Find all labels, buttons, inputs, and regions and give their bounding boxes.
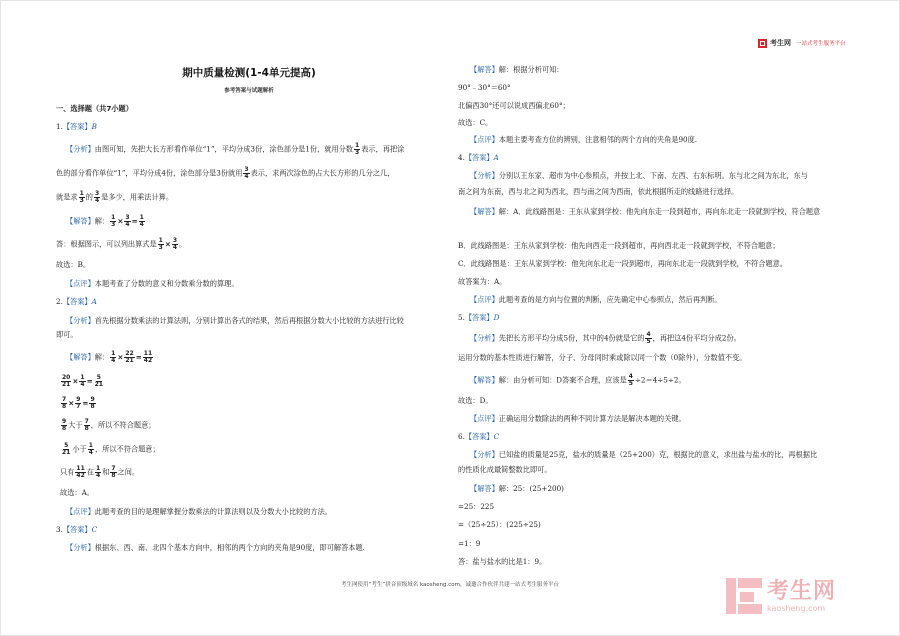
q3-comment-line xyxy=(470,135,697,145)
q1-analysis-line3 xyxy=(56,191,173,204)
q5-choice: 故选：D。 xyxy=(458,396,493,405)
q2-step5 xyxy=(60,443,160,456)
header-logo xyxy=(758,37,846,49)
q4-analysis-tag: 【分析】 xyxy=(470,171,499,180)
section-heading: 一、选择题（共7小题） xyxy=(56,104,133,113)
watermark-logo xyxy=(726,574,866,618)
q2-step-text: 只有 xyxy=(60,467,75,477)
q1-solution-tag: 【解答】 xyxy=(66,216,95,226)
watermark-domain: kaosheng.com xyxy=(767,603,826,613)
q1-analysis-text: 色的部分看作单位“1”，平均分成4份，涂色部分是3份就用 xyxy=(56,168,243,178)
q4-answer: A xyxy=(493,153,499,162)
q1-analysis-text: 是多少，用乘法计算。 xyxy=(101,192,174,202)
q5-analysis-text: ，再把这4份平均分成2份。 xyxy=(652,333,741,343)
q2-solution-tag: 【解答】 xyxy=(66,352,95,362)
q5-number: 5. xyxy=(458,313,465,322)
q2-step-text: 在 xyxy=(86,467,94,477)
page-footer: 考生网使用“考生”拼音顶级域名 kaosheng.com，诚邀合作伙伴共建一站式考生服务平台 xyxy=(341,582,559,588)
fraction: $\frac{5}{21}$ xyxy=(62,442,71,456)
operator: = xyxy=(135,352,142,362)
q2-solution-text: 解： xyxy=(94,352,110,362)
operator: × xyxy=(117,216,124,226)
q2-solution-line xyxy=(66,351,154,364)
q2-analysis-line2: 即可。 xyxy=(56,330,78,339)
fraction: $\frac{7}{8}$ xyxy=(84,418,89,432)
q1-number: 1. xyxy=(56,122,63,131)
q2-choice: 故选：A。 xyxy=(60,488,94,497)
q1-analysis-line2 xyxy=(56,167,394,180)
q3-choice: 故选：C。 xyxy=(458,118,493,127)
q6-analysis-tag: 【分析】 xyxy=(470,450,499,459)
fraction: $\frac{1}{3}$ xyxy=(79,190,84,204)
fraction: $\frac{4}{5}$ xyxy=(628,373,633,387)
q6-number: 6. xyxy=(458,432,465,441)
q4-solution-line3: C．此线路图是：王东从家到学校：他先向东北走一段到超市，再向东北走一段就到学校，不符合题意。 xyxy=(458,259,787,268)
q6-solution-tag: 【解答】 xyxy=(470,484,499,493)
q1-analysis-text: 的 xyxy=(85,192,93,202)
q3-number: 3. xyxy=(56,525,63,534)
q1-answer-tag: 【答案】 xyxy=(62,122,92,131)
q6-step2: =（25÷25）：(225÷25) xyxy=(458,520,541,529)
q5-analysis-tag: 【分析】 xyxy=(470,333,499,343)
q4-comment-tag: 【点评】 xyxy=(470,295,499,304)
logo-mark-icon xyxy=(758,39,767,48)
fraction: $\frac{20}{21}$ xyxy=(62,374,71,388)
q4-number: 4. xyxy=(458,153,465,162)
q1-analysis-tag: 【分析】 xyxy=(66,144,95,154)
q2-comment-line xyxy=(66,507,332,517)
q2-step-text: 之间。 xyxy=(117,467,140,477)
q1-analysis-line1 xyxy=(66,143,404,156)
fraction: $\frac{11}{42}$ xyxy=(76,465,85,479)
q2-answer: A xyxy=(91,297,97,306)
fraction: $\frac{9}{7}$ xyxy=(76,396,81,410)
fraction: $\frac{3}{4}$ xyxy=(244,166,249,180)
q5-answer: D xyxy=(493,313,500,322)
q5-comment-line xyxy=(470,414,686,424)
fraction: $\frac{22}{21}$ xyxy=(125,350,134,364)
q6-analysis-text: 已知盐的质量是25克，盐水的质量是（25+200）克，根据比的意义，求出盐与盐水的比，再根据比 xyxy=(498,450,818,459)
document-title: 期中质量检测(1-4单元提高) xyxy=(182,67,316,79)
fraction: $\frac{3}{4}$ xyxy=(172,237,178,251)
operator: = xyxy=(82,398,89,408)
q5-solution-tag: 【解答】 xyxy=(470,375,499,385)
q5-comment-text: 正确运用分数除法的两种不同计算方法是解决本题的关键。 xyxy=(498,414,686,423)
q2-number: 2. xyxy=(56,297,63,306)
logo-name: 考生网 xyxy=(770,39,791,47)
q1-comment-text: 本题考查了分数的意义和分数乘分数的算理。 xyxy=(94,279,239,288)
q2-step4 xyxy=(60,419,155,432)
q6-analysis-line2: 的性质化成最简整数比即可。 xyxy=(458,465,552,474)
q5-comment-tag: 【点评】 xyxy=(470,414,499,423)
q4-solution-line1 xyxy=(470,207,820,217)
q2-step-text: 和 xyxy=(102,467,110,477)
q4-analysis-text: 分别以王东家、超市为中心参照点，并按上北、下南、左西、右东标明。东与北之间为东北，东与 xyxy=(498,171,808,180)
q1-solution-text: 解： xyxy=(94,216,110,226)
q3-solution-line xyxy=(470,65,563,75)
q1-comment-line xyxy=(66,279,239,289)
logo-slogan: 一站式考生服务平台 xyxy=(796,41,846,47)
fraction: $\frac{5}{21}$ xyxy=(94,374,103,388)
q2-analysis-tag: 【分析】 xyxy=(66,316,95,325)
q2-step-text: ，所以不符合题意； xyxy=(90,420,156,430)
q5-solution-line xyxy=(470,374,686,387)
q5-answer-line xyxy=(458,313,499,323)
q1-comment-tag: 【点评】 xyxy=(66,279,95,288)
fraction: $\frac{7}{8}$ xyxy=(62,396,67,410)
q6-step1: =25：225 xyxy=(458,502,495,511)
fraction: $\frac{1}{4}$ xyxy=(139,214,144,228)
q6-solution-line xyxy=(470,484,564,494)
q3-step1: 90°﹣30°＝60° xyxy=(458,83,511,92)
q3-step2: 北偏西30°还可以说成西偏北60°； xyxy=(458,101,570,110)
q6-analysis-line1 xyxy=(470,450,817,460)
fraction: $\frac{1}{4}$ xyxy=(80,374,85,388)
q5-answer-tag: 【答案】 xyxy=(464,313,494,322)
q6-answer-tag: 【答案】 xyxy=(464,432,494,441)
q3-analysis-text: 根据东、西、南、北四个基本方向中，相邻的两个方向的夹角是90度，即可解答本题. xyxy=(94,543,365,552)
q2-analysis-text: 首先根据分数乘法的计算法则，分别计算出各式的结果，然后再根据分数大小比较的方法进行比较 xyxy=(94,316,404,325)
q2-step2 xyxy=(60,375,105,388)
q3-solution-text: 解：根据分析可知： xyxy=(498,65,564,74)
q2-step3 xyxy=(60,397,97,410)
q4-solution-text: 解：A．此线路图是：王东从家到学校：他先向东走一段到超市，再向东北走一段就到学校，符合题意 xyxy=(498,207,821,216)
q2-analysis-line1 xyxy=(66,316,404,326)
operator: × xyxy=(68,398,75,408)
q5-analysis-line2: 运用分数的基本性质进行解答，分子、分母同时乘或除以同一个数（0除外），分数值不变。 xyxy=(458,353,747,362)
fraction: $\frac{1}{4}$ xyxy=(111,350,116,364)
fraction: $\frac{1}{3}$ xyxy=(158,237,163,251)
q4-solution-tag: 【解答】 xyxy=(470,207,499,216)
fraction: $\frac{7}{8}$ xyxy=(111,465,116,479)
q2-comment-tag: 【点评】 xyxy=(66,507,95,516)
q3-answer-line xyxy=(56,525,97,535)
document-subtitle: 参考答案与试题解析 xyxy=(224,88,274,94)
q2-answer-line xyxy=(56,297,97,307)
q4-choice: 故答案为：A。 xyxy=(458,277,507,286)
fraction: $\frac{1}{4}$ xyxy=(95,465,101,479)
q1-answer-statement xyxy=(56,238,186,251)
fraction: $\frac{3}{4}$ xyxy=(125,214,130,228)
q1-solution-line xyxy=(66,215,146,228)
fraction: $\frac{1}{3}$ xyxy=(111,214,116,228)
watermark-name: 考生网 xyxy=(767,578,837,604)
q3-comment-text: 本题主要考查方位的辨别，注意相邻的两个方向的夹角是90度. xyxy=(498,135,698,144)
q4-analysis-line2: 南之间为东南，西与北之间为西北，西与南之间为西南，依此根据所走的线路进行选择。 xyxy=(458,187,739,196)
q2-comment-text: 此题考查的目的是理解掌握分数乘法的计算法则以及分数大小比较的方法。 xyxy=(94,507,332,516)
q3-answer-tag: 【答案】 xyxy=(62,525,92,534)
q6-answer-line xyxy=(458,432,499,442)
q4-comment-text: 此题考查的是方向与位置的判断，应先确定中心参照点，然后再判断。 xyxy=(498,295,722,304)
q6-solution-text: 解：25：(25+200) xyxy=(498,484,564,493)
operator: = xyxy=(131,216,138,226)
q5-analysis-text: 先把长方形平均分成5份，其中的4份就是它的 xyxy=(498,333,645,343)
q1-answer: B xyxy=(91,122,97,131)
q2-answer-tag: 【答案】 xyxy=(62,297,92,306)
q2-step6 xyxy=(60,466,139,479)
q4-comment-line xyxy=(470,295,722,305)
q5-analysis-line1 xyxy=(470,332,741,345)
q1-analysis-text: 表示，求两次涂色的占大长方形的几分之几， xyxy=(250,168,395,178)
fraction: $\frac{9}{8}$ xyxy=(90,396,95,410)
fraction: $\frac{1}{3}$ xyxy=(355,142,360,156)
watermark-mark-icon xyxy=(726,578,762,614)
operator: = xyxy=(86,376,93,386)
q6-answer-statement: 答：盐与盐水的比是1：9。 xyxy=(458,557,547,566)
q4-answer-tag: 【答案】 xyxy=(464,153,494,162)
fraction: $\frac{4}{5}$ xyxy=(646,331,651,345)
q3-analysis-line xyxy=(66,543,365,553)
q1-analysis-text: 就是求 xyxy=(56,192,78,202)
operator: × xyxy=(72,376,79,386)
q1-answer-text: 答：根据图示，可以列出算式是 xyxy=(56,239,157,249)
fraction: $\frac{9}{8}$ xyxy=(62,418,67,432)
q4-answer-line xyxy=(458,153,499,163)
q1-answer-text: 。 xyxy=(179,239,187,249)
q2-step-text: 小于 xyxy=(72,444,87,454)
q5-solution-text: ÷2＝4÷5÷2。 xyxy=(634,375,686,385)
q1-analysis-text: 由图可知，先把大长方形看作单位“1”，平均分成3份，涂色部分是1份，就用分数 xyxy=(94,144,354,154)
q1-choice: 故选：B。 xyxy=(56,260,91,269)
q4-analysis-line1 xyxy=(470,171,808,181)
q2-step-text: 大于 xyxy=(68,420,83,430)
q3-solution-tag: 【解答】 xyxy=(470,65,499,74)
q6-step3: =1：9 xyxy=(458,539,481,548)
q3-analysis-tag: 【分析】 xyxy=(66,543,95,552)
q5-solution-text: 解：由分析可知：D答案不合理，应该是 xyxy=(498,375,627,385)
q2-step-text: ，所以不符合题意； xyxy=(94,444,160,454)
operator: × xyxy=(164,239,171,249)
q1-answer-line xyxy=(56,122,97,132)
operator: × xyxy=(117,352,124,362)
fraction: $\frac{3}{4}$ xyxy=(94,190,100,204)
q6-answer: C xyxy=(493,432,500,441)
fraction: $\frac{11}{42}$ xyxy=(143,350,153,364)
q4-solution-line2: B．此线路图是：王东从家到学校：他先向西走一段到超市，再向西北走一段就到学校，不符合题意； xyxy=(458,241,780,250)
fraction: $\frac{1}{4}$ xyxy=(88,442,93,456)
q3-comment-tag: 【点评】 xyxy=(470,135,499,144)
q1-analysis-text: 表示，再把涂 xyxy=(361,144,405,154)
q3-answer: C xyxy=(91,525,98,534)
